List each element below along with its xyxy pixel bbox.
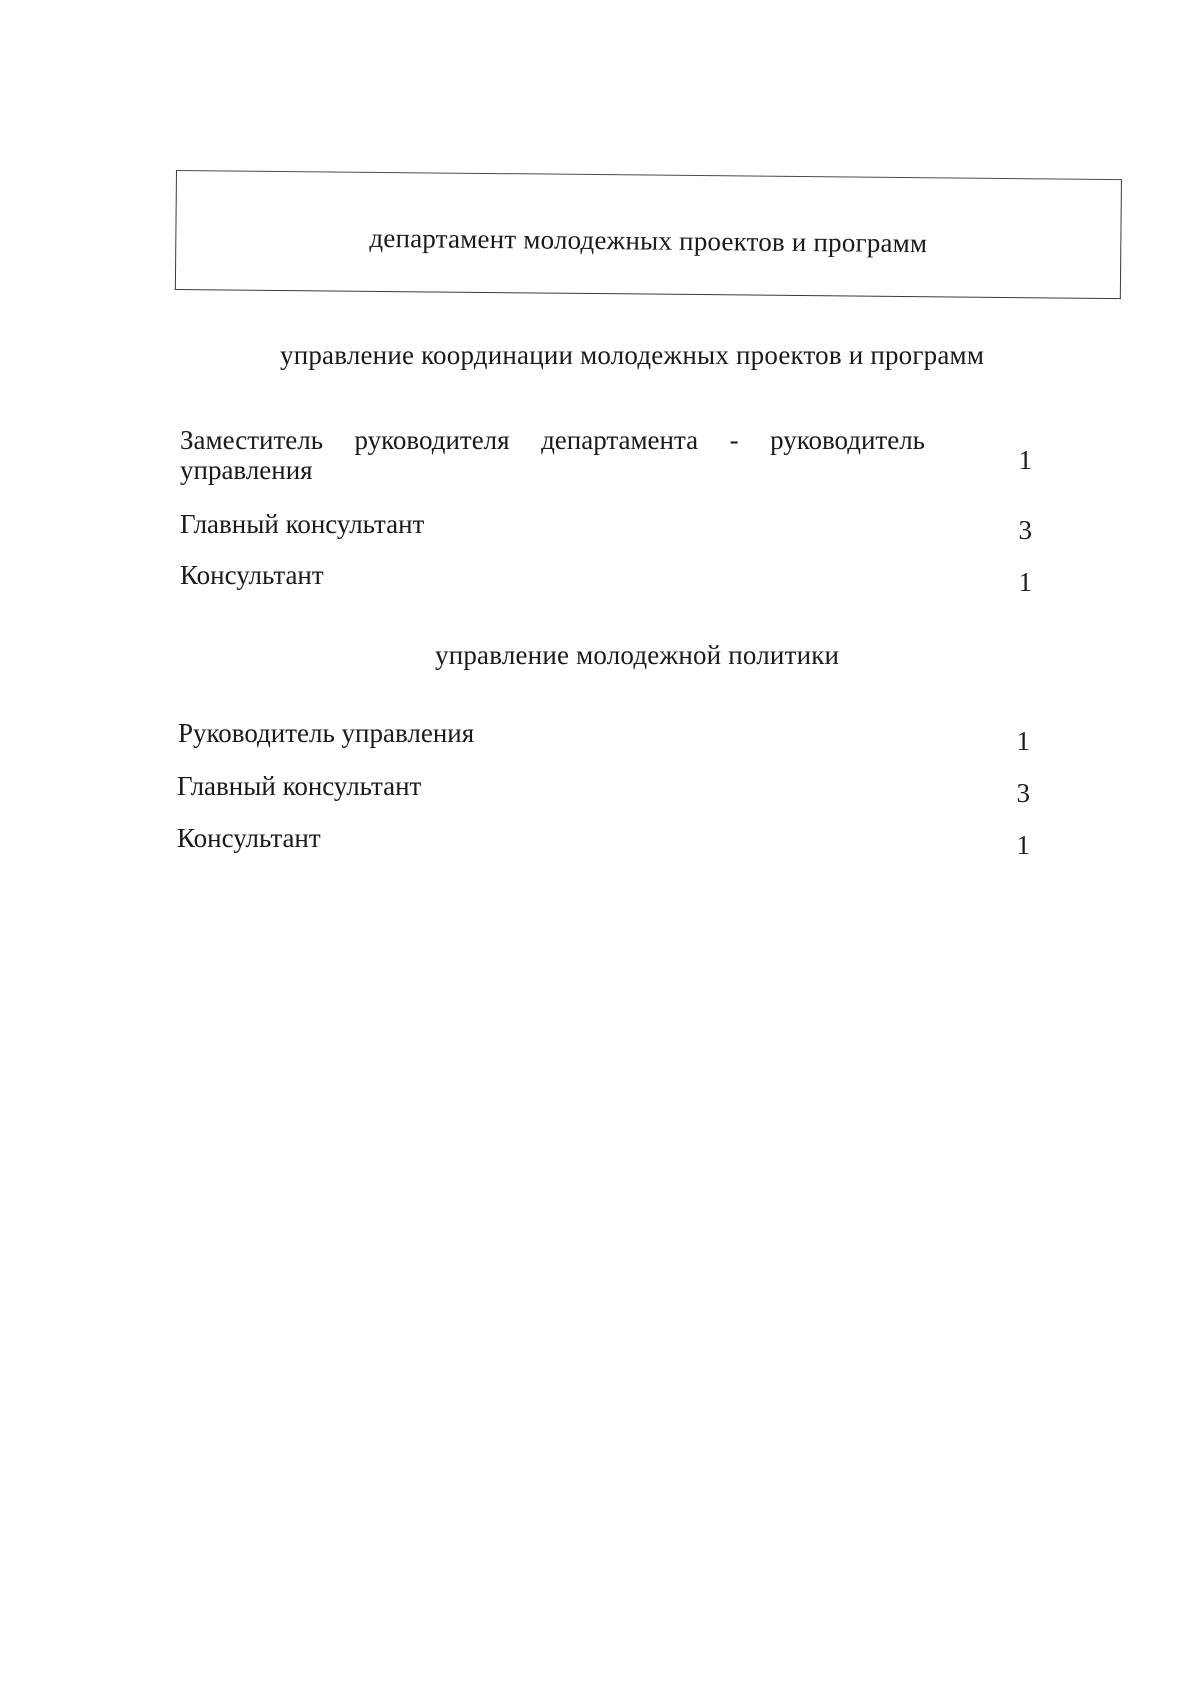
department-title: департамент молодежных проектов и программ	[369, 222, 928, 259]
row-label: Главный консультант	[180, 509, 425, 539]
row-count: 1	[1018, 567, 1032, 597]
row-label: Консультант	[177, 823, 321, 853]
row-count: 1	[1016, 726, 1030, 756]
section-title-youth-policy: управление молодежной политики	[435, 640, 840, 670]
section-title-coordination: управление координации молодежных проектов и программ	[280, 340, 985, 370]
row-count: 3	[1018, 515, 1032, 545]
row-label: Главный консультант	[177, 771, 422, 801]
row-count: 1	[1016, 830, 1030, 860]
row-label: Руководитель управления	[178, 718, 475, 748]
row-count: 3	[1016, 778, 1030, 808]
row-label: Консультант	[180, 560, 324, 590]
row-label: Заместитель руководителя департамента - руководитель управления	[180, 425, 925, 485]
department-box	[175, 170, 1122, 299]
row-count: 1	[1018, 445, 1032, 475]
